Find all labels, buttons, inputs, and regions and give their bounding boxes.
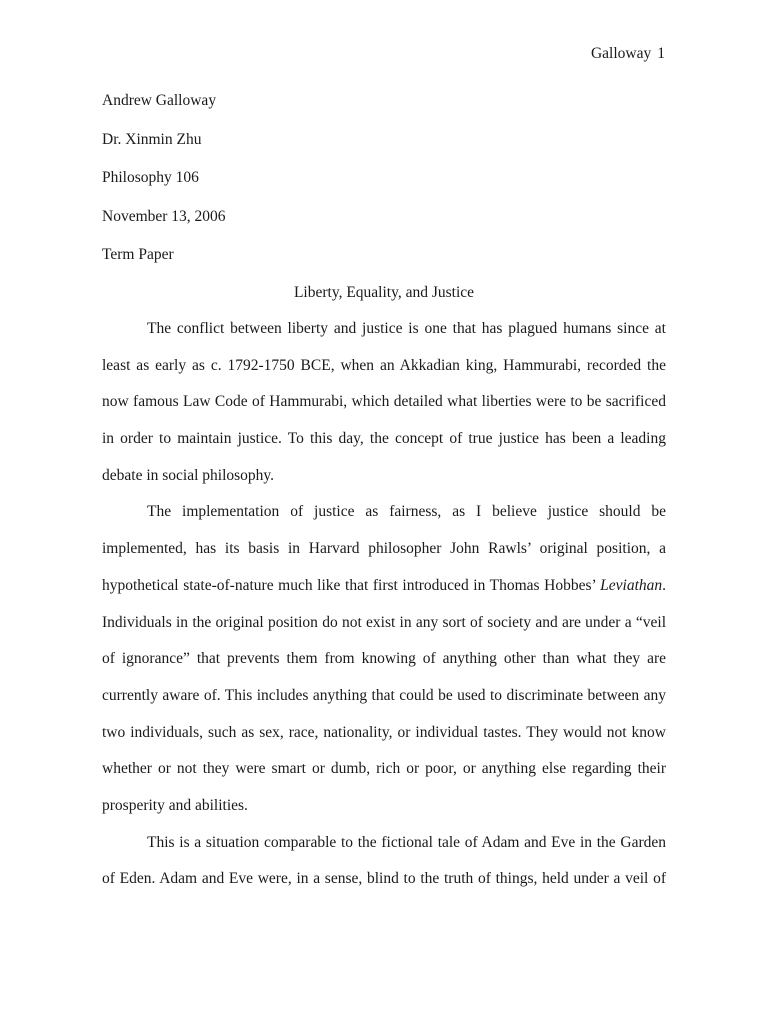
page-number: 1 (657, 45, 665, 62)
paragraph-2-line (102, 574, 666, 611)
assignment-type: Term Paper (102, 246, 174, 264)
paragraph-2-line: two individuals, such as sex, race, nationality, or individual tastes. They would not know (102, 723, 666, 741)
mla-heading (102, 89, 226, 282)
paragraph-2-line: whether or not they were smart or dumb, rich or poor, or anything else regarding their (102, 760, 666, 778)
instructor-name: Dr. Xinmin Zhu (102, 130, 202, 148)
paragraph-1-line: least as early as c. 1792-1750 BCE, when an Akkadian king, Hammurabi, recorded the (102, 356, 666, 374)
paper-date: November 13, 2006 (102, 207, 226, 225)
paragraph-1-line: in order to maintain justice. To this day, the concept of true justice has been a leading (102, 430, 666, 448)
paragraph-1-line: debate in social philosophy. (102, 466, 275, 484)
running-header (591, 45, 665, 63)
student-name: Andrew Galloway (102, 92, 217, 109)
course-name: Philosophy 106 (102, 169, 199, 187)
paragraph-3-line: of Eden. Adam and Eve were, in a sense, blind to the truth of things, held under a veil of (102, 870, 666, 888)
paragraph-2-line-text: hypothetical state-of-nature much like that first introduced in Thomas Hobbes’ (102, 576, 596, 594)
paragraph-2-line: implemented, has its basis in Harvard philosopher John Rawls’ original position, a (102, 540, 666, 558)
paper-body (102, 317, 666, 904)
header-surname: Galloway (590, 45, 652, 62)
paragraph-2-line: Individuals in the original position do not exist in any sort of society and are under a “veil (102, 613, 666, 631)
paragraph-2-line: currently aware of. This includes anything that could be used to discriminate between any (102, 686, 666, 704)
paragraph-2-line: The implementation of justice as fairness, as I believe justice should be (147, 503, 666, 521)
paragraph-1-line: now famous Law Code of Hammurabi, which detailed what liberties were to be sacrificed (102, 393, 666, 411)
paragraph-2-line: prosperity and abilities. (102, 796, 248, 814)
paragraph-2-line: of ignorance” that prevents them from knowing of anything other than what they are (102, 650, 666, 668)
paragraph-1-line: The conflict between liberty and justice is one that has plagued humans since at (147, 320, 666, 337)
paragraph-3-line: This is a situation comparable to the fictional tale of Adam and Eve in the Garden (147, 833, 666, 851)
italic-work-title: Leviathan (600, 576, 663, 594)
paper-title: Liberty, Equality, and Justice (293, 284, 475, 301)
italic-suffix: . (662, 576, 667, 594)
